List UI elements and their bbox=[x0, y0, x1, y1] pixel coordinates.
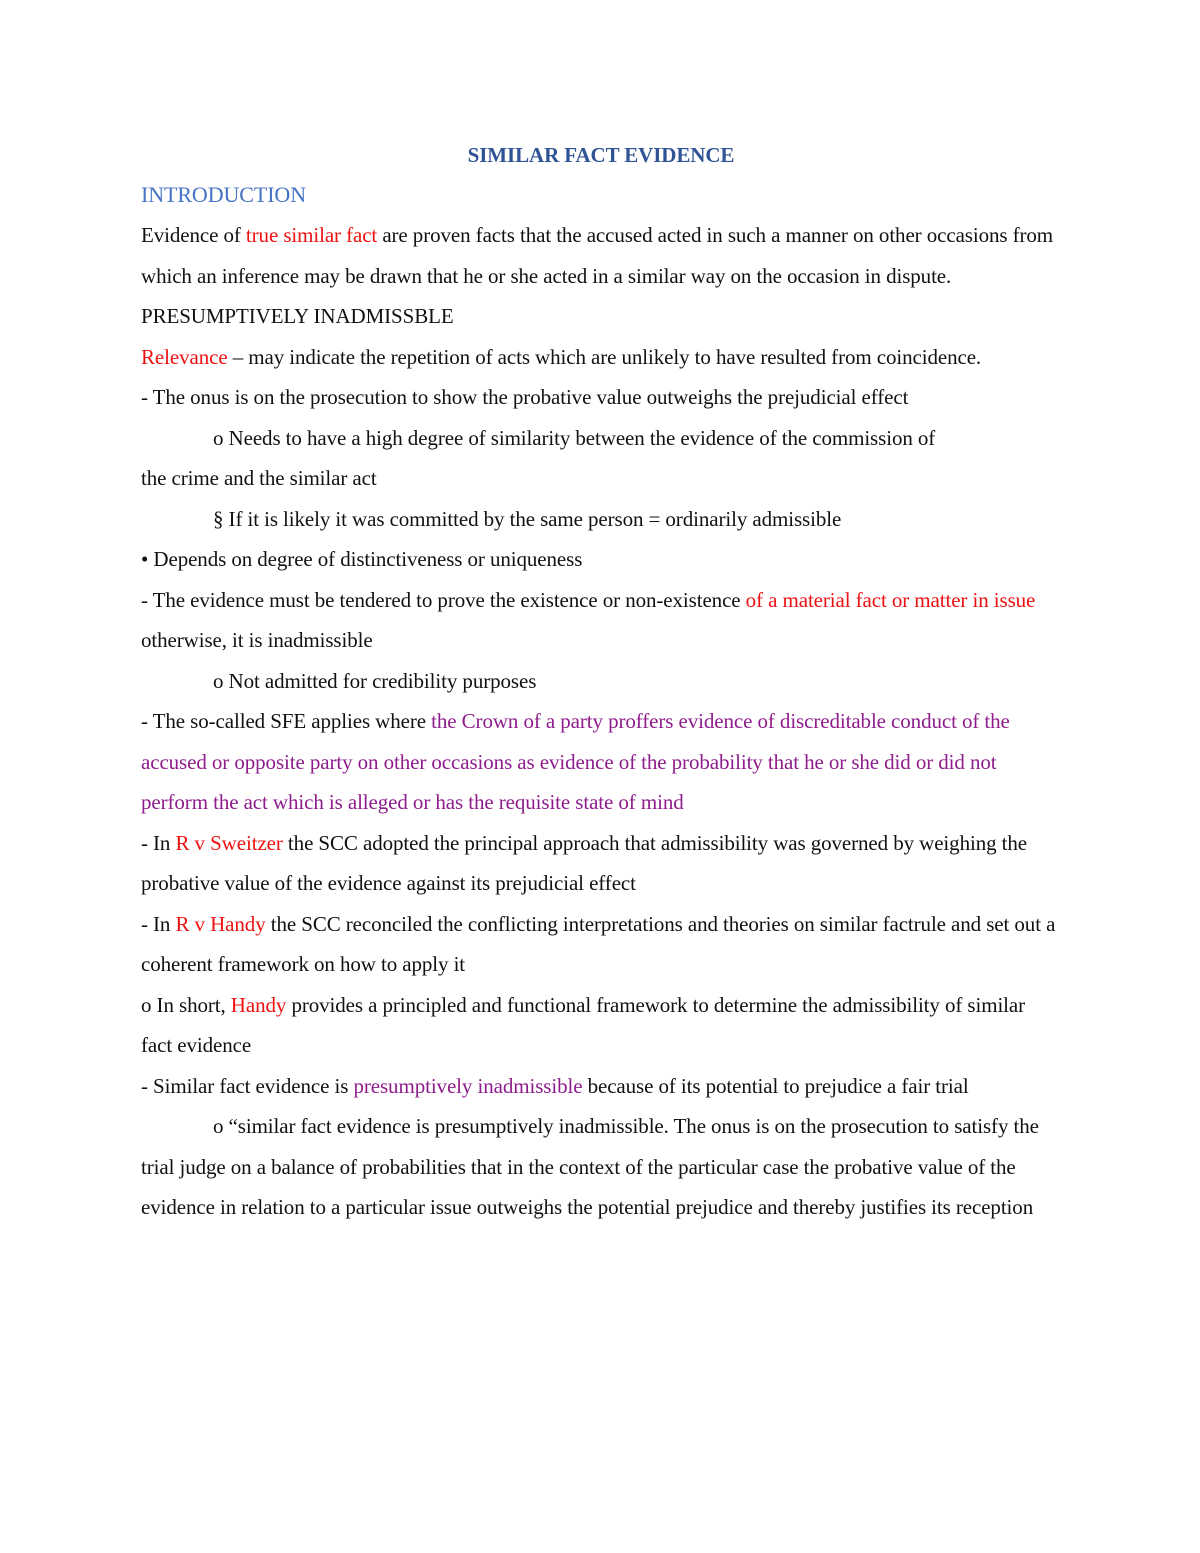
text: are proven facts that the accused acted in such a manner on other occasions from which an inference may be drawn that he or she acted in a similar way on the occasion in dispute. PRESUMPTIVELY INADMISSBLE bbox=[141, 223, 1054, 328]
bullet-sweitzer bbox=[141, 823, 1061, 904]
document-title: SIMILAR FACT EVIDENCE bbox=[467, 143, 735, 167]
text: - The so-called SFE applies where bbox=[141, 709, 432, 733]
sub-bullet-handy-framework bbox=[141, 985, 1061, 1066]
paragraph-relevance bbox=[141, 337, 1061, 378]
text: o Needs to have a high degree of similarity between the evidence of the commission of bbox=[213, 425, 936, 450]
highlight-sfe-definition: the Crown of a party proffers evidence of discreditable conduct of the accused or opposite party on other occasions as evidence of the probability that he or she did or did not perform the act which is alleged or has the requisite state of mind bbox=[141, 709, 1010, 814]
text: otherwise, it is inadmissible bbox=[141, 628, 373, 652]
text: provides a principled and functional framework to determine the admissibility of similar fact evidence bbox=[141, 992, 1026, 1057]
case-name-handy: Handy bbox=[230, 992, 287, 1017]
bullet-sfe-applies bbox=[141, 701, 1061, 823]
highlight-presumptively-inadmissible: presumptively inadmissible bbox=[353, 1073, 583, 1098]
text: - In bbox=[141, 830, 176, 855]
text: Evidence of bbox=[141, 223, 246, 247]
bullet-handy bbox=[141, 904, 1061, 985]
highlight-relevance: Relevance bbox=[141, 344, 228, 369]
sub-sub-bullet-same-person: § If it is likely it was committed by the same person = ordinarily admissible bbox=[213, 506, 842, 531]
text: - In bbox=[141, 911, 176, 936]
paragraph-definition bbox=[141, 215, 1061, 337]
text: - Similar fact evidence is bbox=[141, 1073, 354, 1098]
case-name-handy: R v Handy bbox=[175, 911, 266, 936]
bullet-presumptively-inadmissible bbox=[141, 1066, 1061, 1107]
sub-bullet-quote bbox=[141, 1106, 1061, 1228]
text: the crime and the similar act bbox=[141, 466, 377, 490]
text: – may indicate the repetition of acts which are unlikely to have resulted from coincidence. bbox=[227, 344, 982, 369]
section-heading-introduction: INTRODUCTION bbox=[141, 182, 307, 207]
text: the SCC reconciled the conflicting interpretations and theories on similar factrule and set out a coherent framework on how to apply it bbox=[141, 911, 1056, 976]
bullet-distinctiveness: • Depends on degree of distinctiveness or uniqueness bbox=[141, 547, 583, 571]
text: o “similar fact evidence is presumptively inadmissible. The onus is on the prosecution to bbox=[213, 1114, 955, 1138]
case-name-sweitzer: R v Sweitzer bbox=[175, 830, 283, 855]
bullet-material-fact bbox=[141, 580, 1061, 661]
text: the SCC adopted the principal approach that admissibility was governed by weighing the probative value of the evidence against its prejudicial effect bbox=[141, 830, 1028, 895]
highlight-material-fact: of a material fact or matter in issue bbox=[745, 587, 1036, 612]
text: o In short, bbox=[141, 992, 231, 1017]
text: satisfy the trial judge on a balance of probabilities that in the context of the particular case the probative value of the evidence in relation to a particular issue outweighs the potential prejudice and thereby justifies its reception bbox=[141, 1114, 1039, 1219]
text: because of its potential to prejudice a fair trial bbox=[582, 1073, 969, 1098]
bullet-onus: - The onus is on the prosecution to show the probative value outweighs the prejudicial effect bbox=[141, 385, 909, 409]
sub-bullet-credibility: o Not admitted for credibility purposes bbox=[213, 668, 537, 693]
document-page bbox=[141, 135, 1061, 1228]
text: - The evidence must be tendered to prove the existence or non-existence bbox=[141, 587, 746, 612]
sub-bullet-similarity bbox=[141, 418, 1061, 499]
highlight-true-similar-fact: true similar fact bbox=[245, 223, 378, 247]
